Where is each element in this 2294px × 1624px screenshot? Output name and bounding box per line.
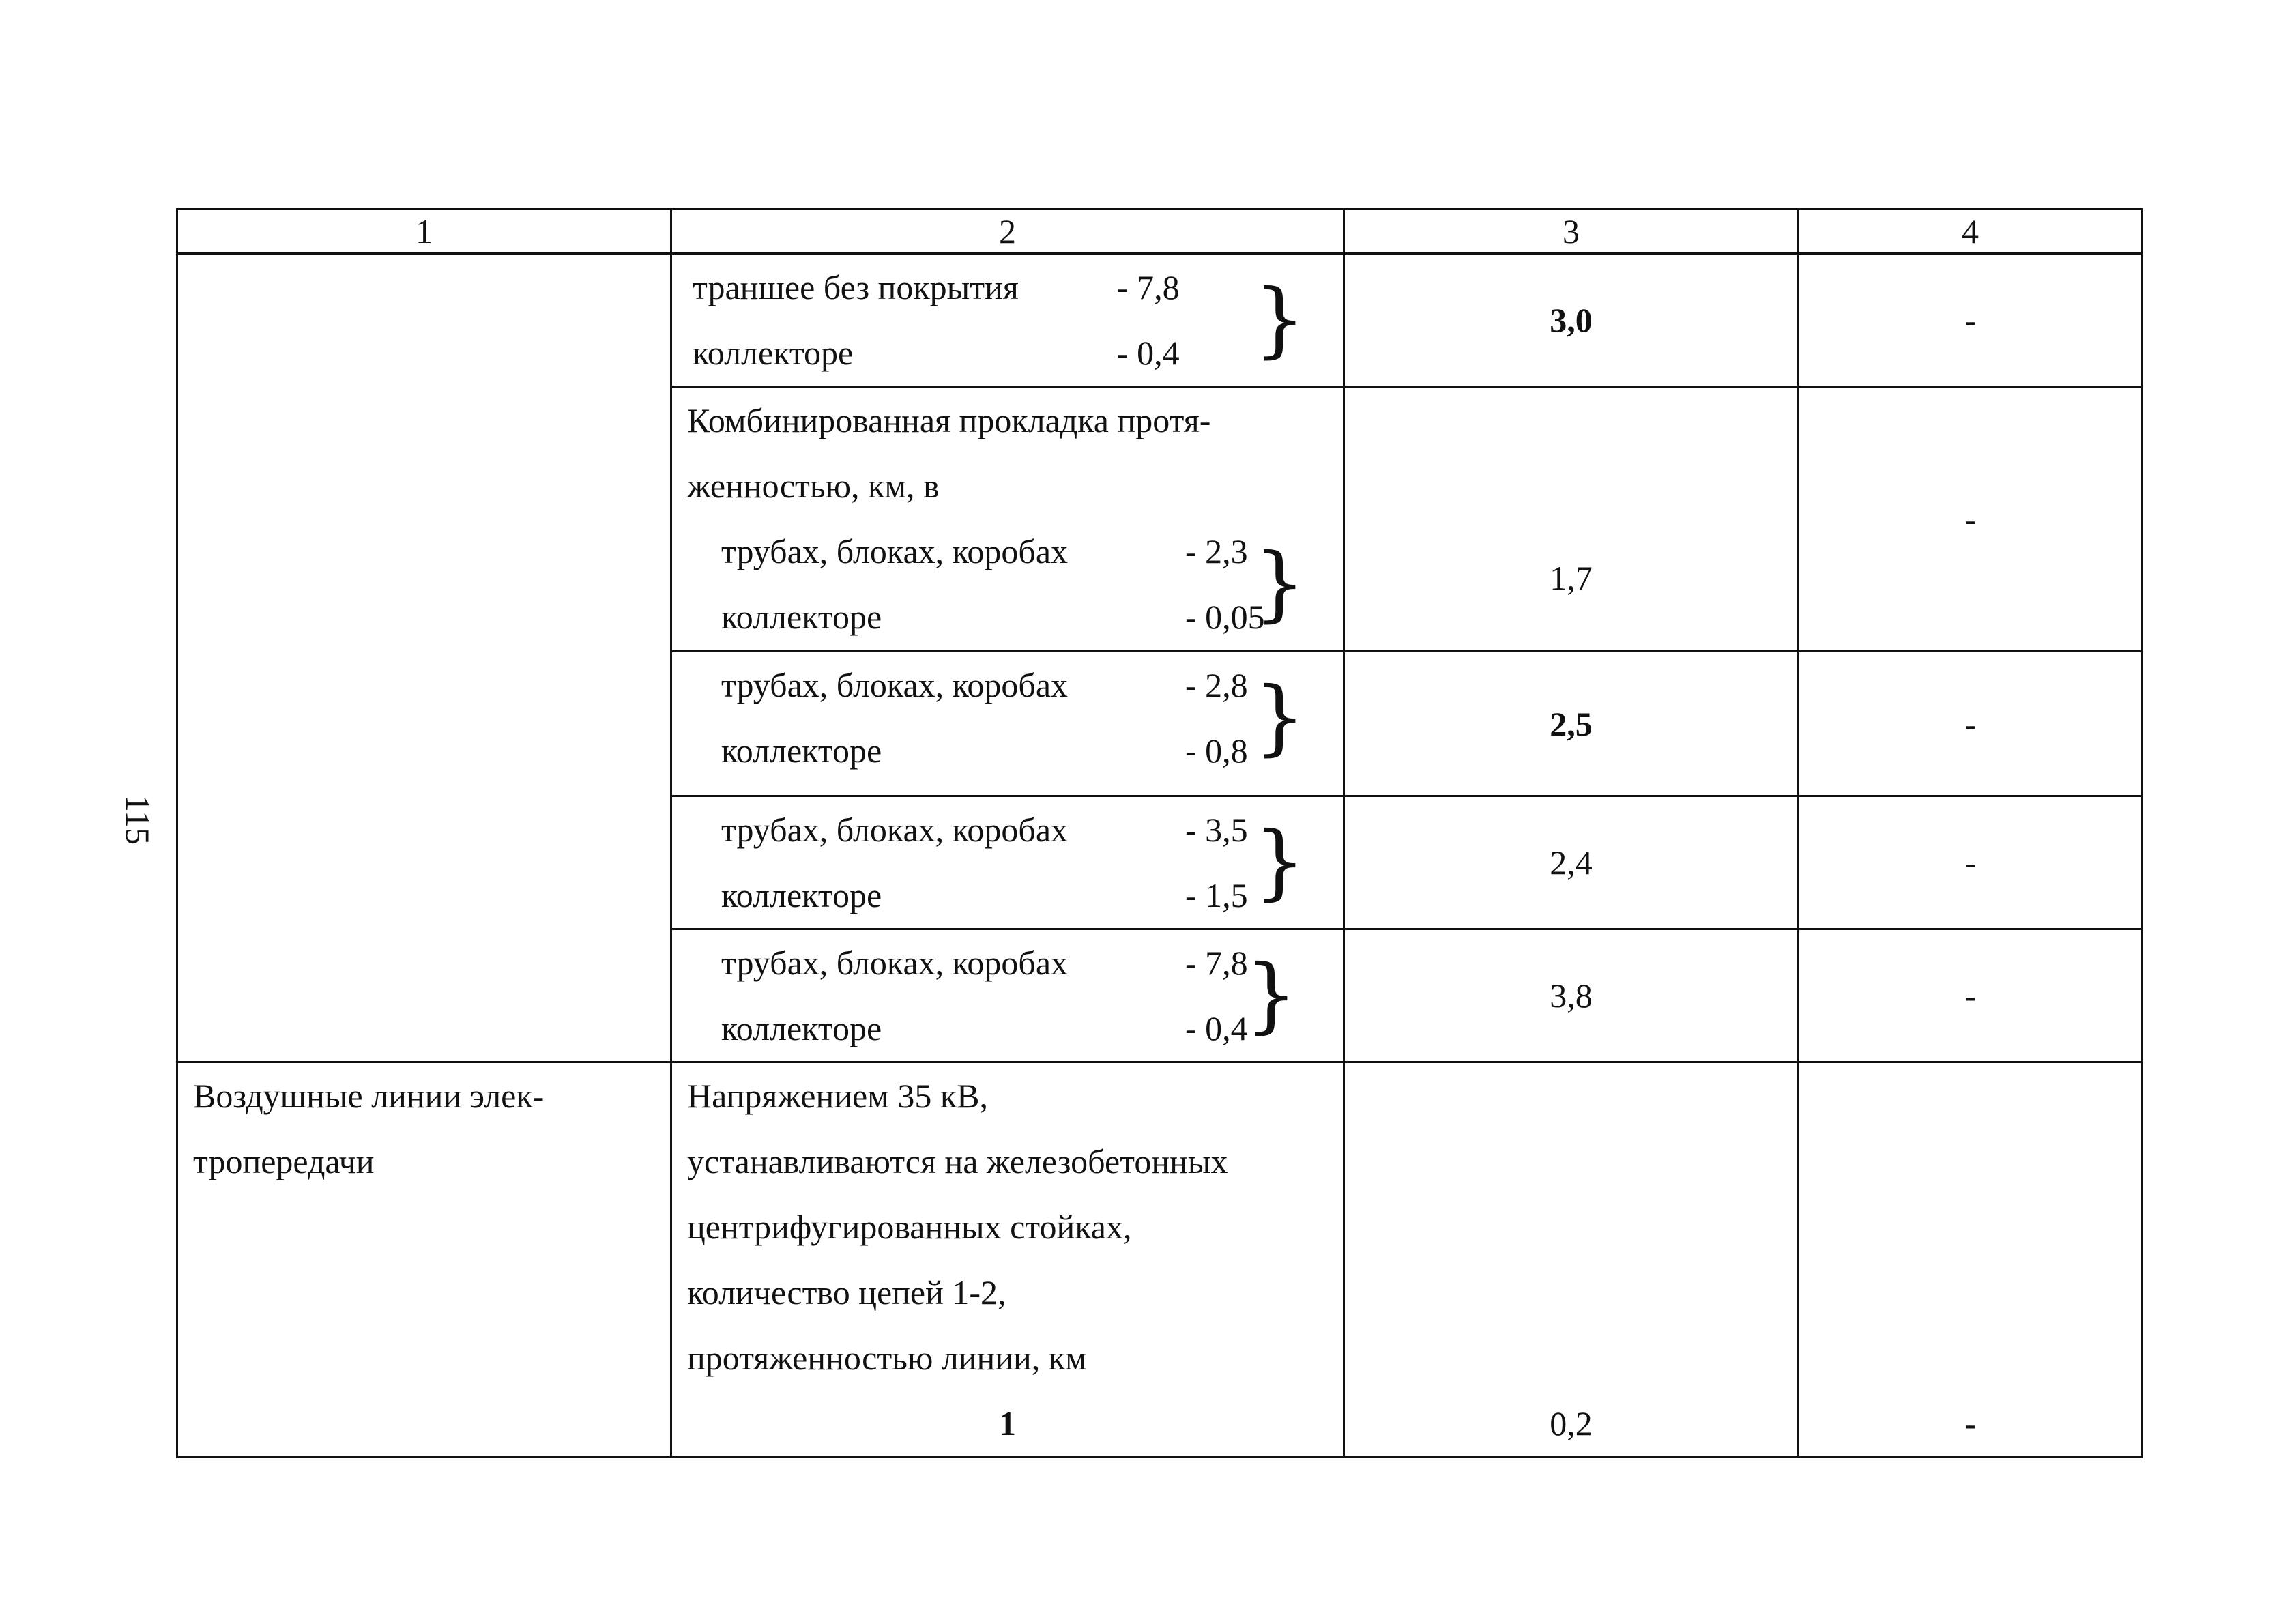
cable-cell [671, 387, 1344, 652]
line-label: трубах, блоках, коробах [721, 944, 1069, 982]
value-cell: - [1799, 652, 2143, 796]
cable-cell [671, 652, 1344, 796]
value-cell: 1,7 [1344, 387, 1799, 652]
line-value: - 0,4 [1117, 334, 1180, 372]
value-cell: 2,5 [1344, 652, 1799, 796]
line-label: трубах, блоках, коробах [721, 532, 1069, 570]
category-line: Воздушные линии элек- [193, 1077, 545, 1115]
description-line: центрифугированных стойках, [687, 1208, 1132, 1246]
value-cell: 3,8 [1344, 929, 1799, 1062]
line-label: трубах, блоках, коробах [721, 811, 1069, 849]
header-col-3: 3 [1344, 209, 1799, 254]
line-label: коллекторе [721, 598, 882, 636]
line-value: - 2,3 [1185, 532, 1248, 570]
value-cell: 0,2 [1344, 1062, 1799, 1458]
value-cell: - [1799, 929, 2143, 1062]
brace-icon: } [1245, 948, 1298, 1043]
header-col-2: 2 [671, 209, 1344, 254]
brace-icon: } [1253, 670, 1306, 765]
data-table [176, 208, 2143, 1458]
line-label: коллекторе [721, 1009, 882, 1047]
description-line: протяженностью линии, км [687, 1339, 1087, 1377]
line-value: - 7,8 [1185, 944, 1248, 982]
line-label: коллекторе [721, 876, 882, 914]
line-value: - 0,4 [1185, 1009, 1248, 1047]
empty-cell [177, 254, 671, 1062]
value-cell: - [1799, 387, 2143, 652]
category-line: тропередачи [193, 1142, 375, 1180]
cable-cell [671, 254, 1344, 387]
line-label: коллекторе [721, 731, 882, 770]
brace-icon: } [1253, 815, 1306, 910]
line-value: - 0,05 [1185, 598, 1265, 636]
value-cell: 3,0 [1344, 254, 1799, 387]
line-value: - 1,5 [1185, 876, 1248, 914]
header-row [177, 209, 2143, 254]
description-cell [671, 1062, 1344, 1458]
line-label: трубах, блоках, коробах [721, 666, 1069, 704]
line-value: - 7,8 [1117, 268, 1180, 306]
line-label: траншее без покрытия [693, 268, 1019, 306]
value-cell: - [1799, 796, 2143, 929]
intro-line: женностью, км, в [687, 467, 940, 505]
page-number: 115 [119, 795, 157, 845]
value-cell: - [1799, 1062, 2143, 1458]
line-value: - 3,5 [1185, 811, 1248, 849]
table-row [177, 254, 2143, 387]
brace-icon: } [1253, 272, 1306, 367]
header-col-4: 4 [1799, 209, 2143, 254]
description-line: количество цепей 1-2, [687, 1273, 1006, 1311]
table-row [177, 1062, 2143, 1458]
brace-icon: } [1253, 536, 1306, 631]
value-cell: 2,4 [1344, 796, 1799, 929]
description-line: Напряжением 35 кВ, [687, 1077, 988, 1115]
line-label: коллекторе [693, 334, 854, 372]
line-value: - 0,8 [1185, 731, 1248, 770]
cable-cell [671, 796, 1344, 929]
line-value: - 2,8 [1185, 666, 1248, 704]
value-cell: - [1799, 254, 2143, 387]
category-cell [177, 1062, 671, 1458]
description-line: устанавливаются на железобетонных [687, 1142, 1228, 1180]
cable-cell [671, 929, 1344, 1062]
header-col-1: 1 [177, 209, 671, 254]
intro-line: Комбинированная прокладка протя- [687, 401, 1211, 439]
length-value: 1 [999, 1404, 1016, 1442]
